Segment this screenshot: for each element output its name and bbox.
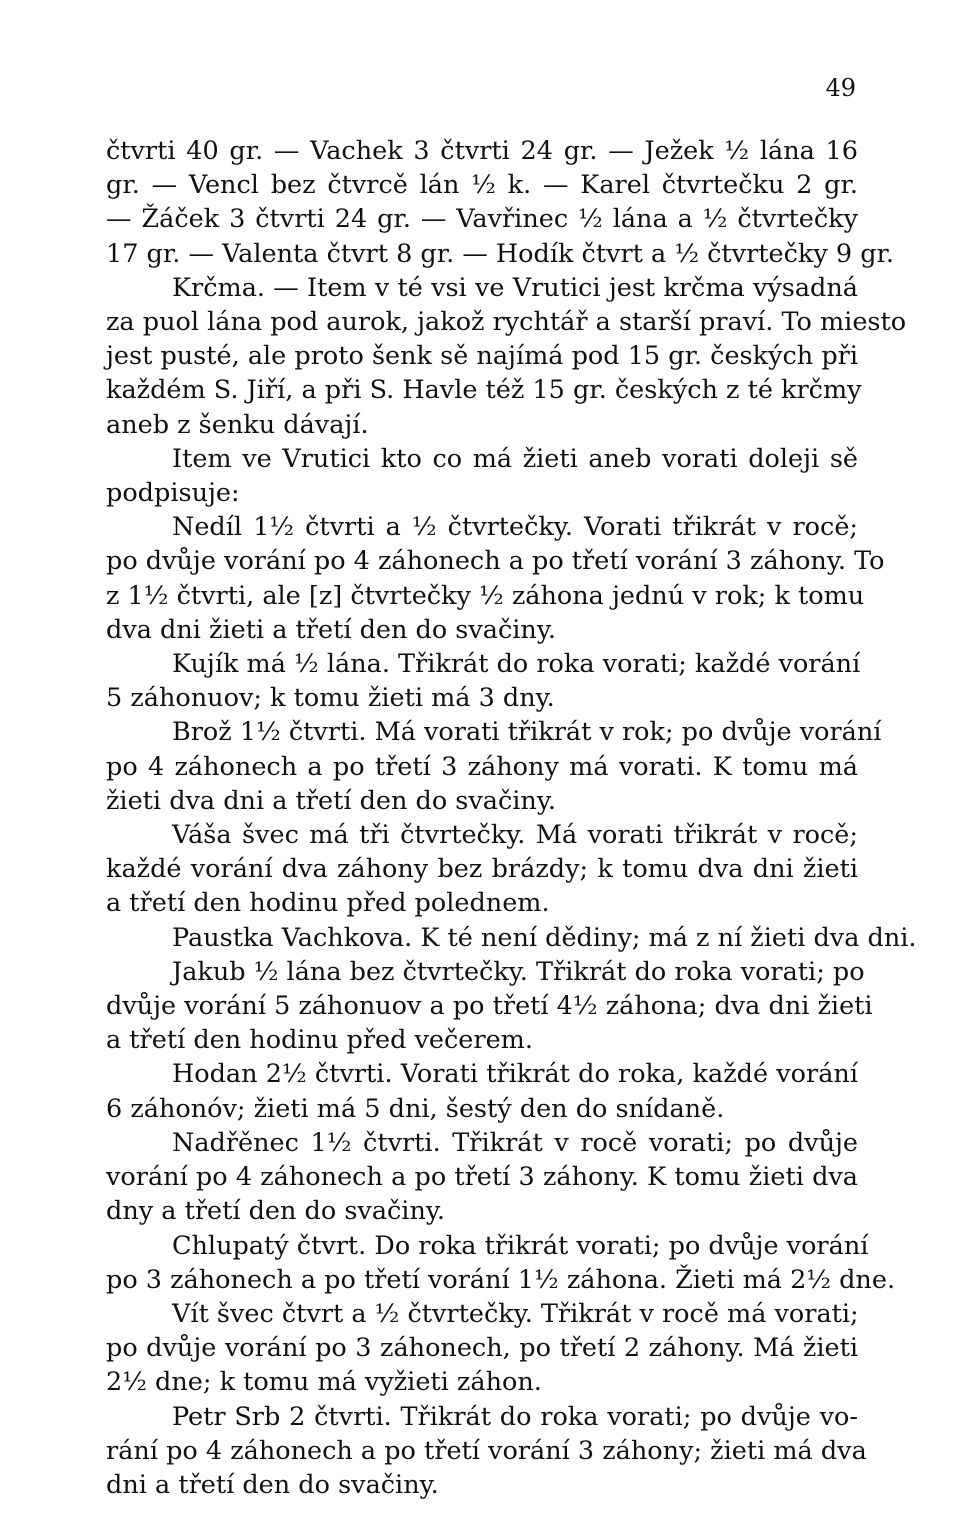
text-line: 5 záhonuov; k tomu žieti má 3 dny. [106,683,555,714]
text-line: Item ve Vrutici kto co má žieti aneb vorati doleji sě [172,443,858,474]
text-line: každé vorání dva záhony bez brázdy; k tomu dva dni žieti [106,854,858,885]
text-line: dni a třetí den do svačiny. [106,1469,439,1500]
text-line: po dvůje vorání po 4 záhonech a po třetí vorání 3 záhony. To [106,546,885,577]
text-line: Petr Srb 2 čtvrti. Třikrát do roka vorati; po dvůje vo- [172,1401,858,1432]
text-line: Krčma. — Item v té vsi ve Vrutici jest krčma výsadná [172,272,858,303]
text-line: čtvrti 40 gr. — Vachek 3 čtvrti 24 gr. — Ježek ½ lána 16 [106,136,858,166]
text-line: dny a třetí den do svačiny. [106,1196,446,1227]
text-line: Kujík má ½ lána. Třikrát do roka vorati; každé vorání [172,649,861,680]
text-line: po 4 záhonech a po třetí 3 záhony má vorati. K tomu má [106,751,858,782]
text-line: za puol lána pod aurok, jakož rychtář a starší praví. To miesto [106,307,907,338]
text-line: gr. — Vencl bez čtvrcě lán ½ k. — Karel čtvrtečku 2 gr. [106,170,858,201]
text-line: dvůje vorání 5 záhonuov a po třetí 4½ záhona; dva dni žieti [106,991,873,1022]
text-line: Nadřěnec 1½ čtvrti. Třikrát v rocě vorati; po dvůje [172,1127,858,1158]
text-line: a třetí den hodinu před polednem. [106,888,550,919]
text-line: Vít švec čtvrt a ½ čtvrtečky. Třikrát v rocě má vorati; [172,1298,859,1329]
text-line: 17 gr. — Valenta čtvrt 8 gr. — Hodík čtvrt a ½ čtvrtečky 9 gr. [106,238,895,269]
text-line: rání po 4 záhonech a po třetí vorání 3 záhony; žieti má dva [106,1435,867,1466]
text-line: — Žáček 3 čtvrti 24 gr. — Vavřinec ½ lána a ½ čtvrtečky [106,204,858,235]
text-line: aneb z šenku dávají. [106,409,369,440]
text-line: Brož 1½ čtvrti. Má vorati třikrát v rok; po dvůje vorání [172,717,882,748]
page-number: 49 [825,74,856,102]
text-line: 2½ dne; k tomu má vyžieti záhon. [106,1367,542,1398]
text-line: Váša švec má tři čtvrtečky. Má vorati třikrát v rocě; [172,820,858,851]
text-line: a třetí den hodinu před večerem. [106,1025,533,1056]
text-line: Hodan 2½ čtvrti. Vorati třikrát do roka, každé vorání [172,1059,858,1090]
text-line: Chlupatý čtvrt. Do roka třikrát vorati; po dvůje vorání [172,1230,869,1261]
text-line: po dvůje vorání po 3 záhonech, po třetí 2 záhony. Má žieti [106,1333,858,1364]
text-line: Paustka Vachkova. K té není dědiny; má z ní žieti dva dni. [172,922,917,953]
text-line: podpisuje: [106,478,240,509]
body-text [106,134,917,1502]
text-line: jest pusté, ale proto šenk sě najímá pod 15 gr. českých při [106,341,858,372]
text-line: po 3 záhonech a po třetí vorání 1½ záhona. Žieti má 2½ dne. [106,1264,896,1295]
text-line: dva dni žieti a třetí den do svačiny. [106,614,556,645]
text-line: každém S. Jiří, a při S. Havle též 15 gr. českých z té krčmy [106,375,862,406]
text-line: Nedíl 1½ čtvrti a ½ čtvrtečky. Vorati třikrát v rocě; [172,512,858,543]
text-line: žieti dva dni a třetí den do svačiny. [106,785,556,816]
text-line: 6 záhonóv; žieti má 5 dni, šestý den do snídaně. [106,1093,725,1124]
text-line: vorání po 4 záhonech a po třetí 3 záhony. K tomu žieti dva [106,1162,858,1193]
text-line: z 1½ čtvrti, ale [z] čtvrtečky ½ záhona jednú v rok; k tomu [106,580,865,611]
text-line: Jakub ½ lána bez čtvrtečky. Třikrát do roka vorati; po [172,956,865,987]
